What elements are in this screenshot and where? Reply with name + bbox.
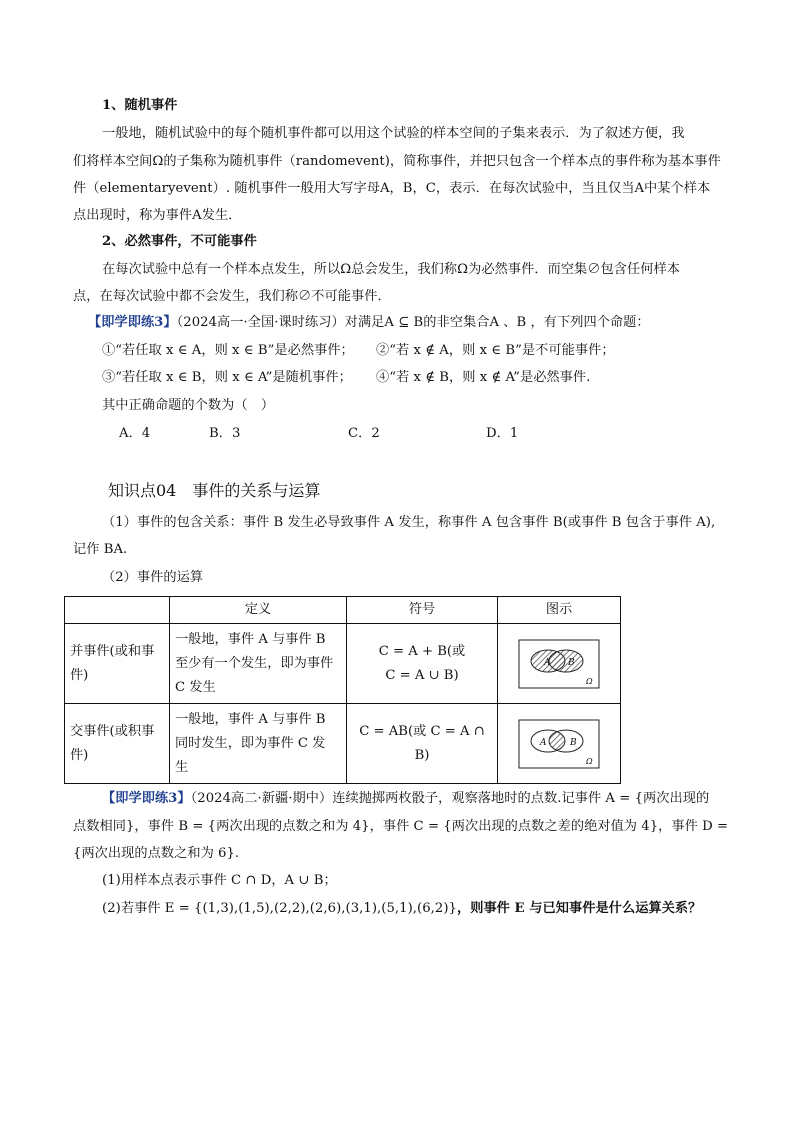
section-title-random-event: 1、随机事件 xyxy=(102,98,178,113)
omega-label: Ω xyxy=(586,676,593,686)
exercise-tag: 【即学即练3】 xyxy=(102,791,191,806)
symbol-line: C = AB(或 C = A ∩ B) xyxy=(359,723,485,763)
proposition-3: ③“若任取 x ∈ B，则 x ∈ A”是随机事件； xyxy=(102,370,352,385)
knowledge-heading: 知识点04 事件的关系与运算 xyxy=(108,481,321,500)
definition-line: 至少有一个发生，即为事件 xyxy=(175,655,334,671)
containment-line-2: 记作 BA. xyxy=(73,542,128,557)
sub-question-2-prefix: (2)若事件 E = xyxy=(102,901,195,916)
definition-line: 同时发生，即为事件 C 发 xyxy=(175,735,326,751)
event-name-line: 交事件(或积事 xyxy=(70,723,155,739)
symbol-cell xyxy=(347,704,498,784)
event-name-line: 件) xyxy=(70,667,89,683)
diagram-cell xyxy=(498,704,621,784)
definition-cell xyxy=(170,624,347,704)
set-a-label: A xyxy=(544,657,551,668)
paragraph-line: 点出现时，称为事件A发生． xyxy=(73,208,242,223)
symbol-line: C = A ∪ B) xyxy=(385,667,459,683)
proposition-1: ①“若任取 x ∈ A，则 x ∈ B”是必然事件； xyxy=(102,343,354,358)
omega-label: Ω xyxy=(586,756,593,766)
definition-cell xyxy=(170,704,347,784)
union-venn-diagram xyxy=(518,639,600,689)
set-b-label: B xyxy=(570,737,577,748)
question-text: 其中正确命题的个数为（ ） xyxy=(102,398,275,413)
symbol-line: C = A + B(或 xyxy=(378,643,466,659)
definition-line: 一般地，事件 A 与事件 B xyxy=(175,711,326,727)
event-name-line: 并事件(或和事 xyxy=(70,643,155,659)
section-title-certain-event: 2、必然事件，不可能事件 xyxy=(102,234,257,249)
paragraph-line: 在每次试验中总有一个样本点发生，所以Ω总会发生，我们称Ω为必然事件．而空集∅包含任何样本 xyxy=(102,262,680,277)
set-b-ellipse xyxy=(549,650,583,672)
option-a: A．4 xyxy=(119,426,151,441)
operations-subtitle: （2）事件的运算 xyxy=(102,570,204,585)
option-c: C．2 xyxy=(348,426,380,441)
containment-line-1: （1）事件的包含关系：事件 B 发生必导致事件 A 发生，称事件 A 包含事件 B(或事件 B 包含于事件 A), xyxy=(102,515,716,530)
table-row xyxy=(65,704,621,784)
proposition-4: ④“若 x ∉ B，则 x ∉ A”是必然事件. xyxy=(376,370,591,385)
sub-question-2-suffix: ，则事件 E 与已知事件是什么运算关系？ xyxy=(456,901,702,916)
intersection-venn-diagram xyxy=(518,719,600,769)
table-header-cell: 符号 xyxy=(347,597,498,624)
exercise-text: （2024高一·全国·课时练习）对满足A ⊆ B的非空集合A 、B ，有下列四个命题： xyxy=(176,315,650,330)
event-name-line: 件) xyxy=(70,747,89,763)
diagram-cell xyxy=(498,624,621,704)
exercise-text: （2024高二·新疆·期中）连续抛掷两枚骰子，观察落地时的点数.记事件 A = {两次出现的 xyxy=(190,791,710,806)
set-a-label: A xyxy=(540,737,547,748)
event-name-cell xyxy=(65,624,170,704)
exercise-1 xyxy=(88,314,650,332)
paragraph-line: 一般地，随机试验中的每个随机事件都可以用这个试验的样本空间的子集来表示．为了叙述方便，我 xyxy=(102,126,685,141)
symbol-cell xyxy=(347,624,498,704)
set-e: {(1,3),(1,5),(2,2),(2,6),(3,1),(5,1),(6,2)} xyxy=(194,901,457,916)
table-header-cell: 定义 xyxy=(170,597,347,624)
paragraph-line: 件（elementaryevent）. 随机事件一般用大写字母A，B，C，表示．在每次试验中，当且仅当A中某个样本 xyxy=(73,181,711,196)
event-name-cell xyxy=(65,704,170,784)
option-d: D．1 xyxy=(486,426,519,441)
proposition-2: ②“若 x ∉ A，则 x ∈ B”是不可能事件； xyxy=(376,343,615,358)
option-b: B．3 xyxy=(209,426,241,441)
definition-line: 一般地，事件 A 与事件 B xyxy=(175,631,326,647)
table-header-cell xyxy=(65,597,170,624)
table-row xyxy=(65,624,621,704)
sub-question-1: (1)用样本点表示事件 C ∩ D，A ∪ B； xyxy=(102,873,337,888)
set-b-label: B xyxy=(568,657,575,668)
table-header-row xyxy=(65,597,621,624)
paragraph-line: 点，在每次试验中都不会发生，我们称∅不可能事件． xyxy=(73,289,391,304)
definition-line: C 发生 xyxy=(175,679,216,695)
exercise-tag: 【即学即练3】 xyxy=(88,315,177,330)
event-operations-table xyxy=(64,596,621,784)
exercise-2-line-3: {两次出现的点数之和为 6}. xyxy=(73,846,240,861)
exercise-2-line-1 xyxy=(102,790,709,808)
sub-question-2 xyxy=(102,900,701,918)
table-header-cell: 图示 xyxy=(498,597,621,624)
paragraph-line: 们将样本空间Ω的子集称为随机事件（randomevent)，简称事件，并把只包含一个样本点的事件称为基本事件 xyxy=(73,154,721,169)
exercise-2-line-2: 点数相同}，事件 B = {两次出现的点数之和为 4}，事件 C = {两次出现的点数之差的绝对值为 4}，事件 D = xyxy=(73,819,729,834)
definition-line: 生 xyxy=(175,759,189,775)
